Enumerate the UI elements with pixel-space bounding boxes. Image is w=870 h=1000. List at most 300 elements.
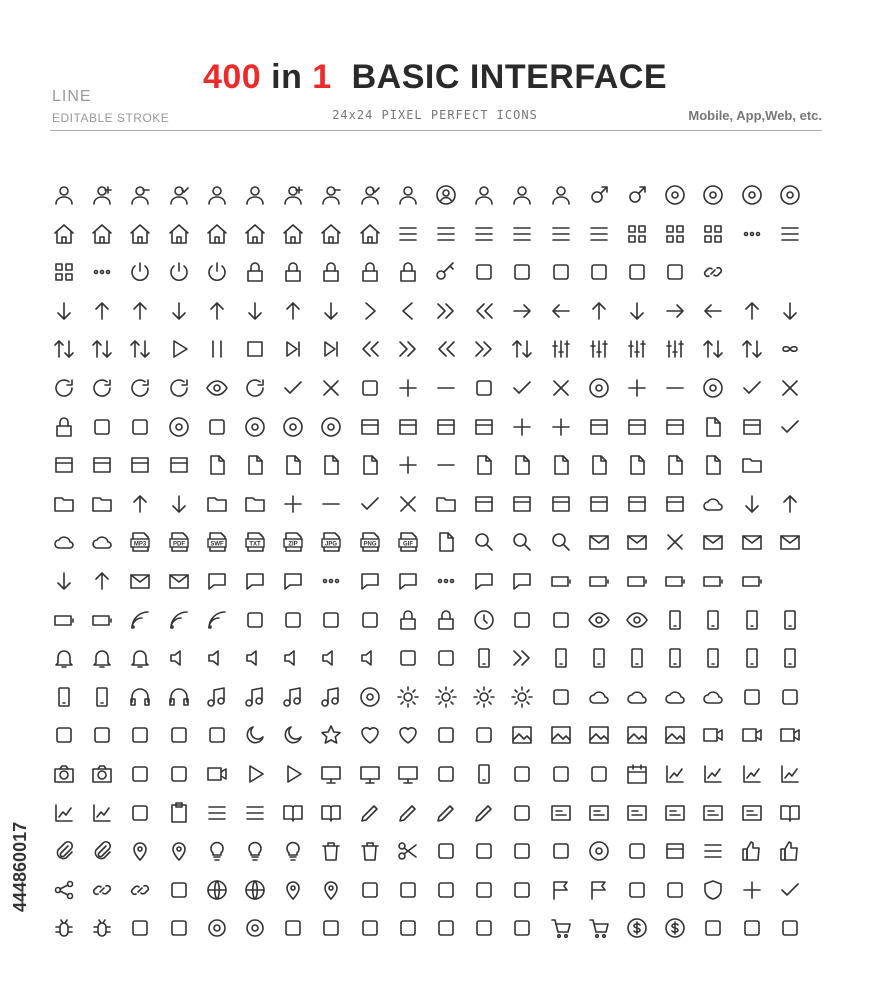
music-note-icon — [243, 685, 267, 709]
lightning-icon — [90, 723, 114, 747]
crop-icon — [434, 839, 458, 863]
thumbs-up-icon — [740, 839, 764, 863]
info-icon — [128, 415, 152, 439]
eye-off-icon — [625, 608, 649, 632]
collapse-icon — [549, 260, 573, 284]
alarm-icon — [472, 608, 496, 632]
wifi-icon — [167, 608, 191, 632]
squares-icon — [740, 415, 764, 439]
folder-stack-icon — [90, 492, 114, 516]
copy-layers-icon — [663, 415, 687, 439]
radio-off-icon — [663, 183, 687, 207]
award-icon — [740, 801, 764, 825]
door-icon — [319, 916, 343, 940]
ruler-icon — [510, 801, 534, 825]
storm-icon — [52, 723, 76, 747]
pen-icon — [358, 801, 382, 825]
circle-left-icon — [701, 299, 725, 323]
folder-doc-icon — [434, 492, 458, 516]
square-dot-icon — [778, 183, 802, 207]
check-circle-icon — [510, 376, 534, 400]
chart-wave-icon — [740, 762, 764, 786]
mail-open-icon — [701, 530, 725, 554]
cloud-download-icon — [740, 492, 764, 516]
chip-icon — [396, 916, 420, 940]
circles-icon — [281, 415, 305, 439]
camera-alt-icon — [90, 762, 114, 786]
flag-icon — [549, 878, 573, 902]
call-icon — [472, 646, 496, 670]
circles-stack-icon — [319, 415, 343, 439]
feather-icon — [434, 801, 458, 825]
database-icon — [52, 453, 76, 477]
mail-envelope-icon — [740, 530, 764, 554]
cursor-arrow-icon — [472, 878, 496, 902]
compass-icon — [205, 878, 229, 902]
save-alt-icon — [663, 492, 687, 516]
target-icon — [740, 183, 764, 207]
in-label: in — [271, 58, 303, 96]
shop-icon — [510, 916, 534, 940]
phone-ring-icon — [778, 608, 802, 632]
gear-outline-icon — [243, 916, 267, 940]
link-icon — [90, 878, 114, 902]
divide-icon — [358, 376, 382, 400]
rss-icon — [205, 608, 229, 632]
svg-text:GIF: GIF — [402, 541, 413, 548]
shield-icon — [701, 878, 725, 902]
home-open-icon — [358, 222, 382, 246]
globe-icon — [243, 878, 267, 902]
image-file-icon — [701, 453, 725, 477]
external-link-icon — [701, 260, 725, 284]
half-moon-icon — [243, 723, 267, 747]
search-icon — [472, 530, 496, 554]
jpg-icon — [319, 530, 343, 554]
file-move-icon — [319, 453, 343, 477]
male-icon — [587, 183, 611, 207]
comment-icon — [205, 569, 229, 593]
film-icon — [701, 723, 725, 747]
infinity-icon — [778, 337, 802, 361]
card-icon — [625, 801, 649, 825]
move-icon — [663, 260, 687, 284]
pie-chart-icon — [52, 801, 76, 825]
platforms-label: Mobile, App,Web, etc. — [688, 108, 822, 123]
folder-check-icon — [358, 492, 382, 516]
lotus-icon — [434, 723, 458, 747]
upload-tray-icon — [128, 299, 152, 323]
battery-full-icon — [52, 608, 76, 632]
grid-four-icon — [625, 222, 649, 246]
stock-id: 444860017 — [10, 821, 30, 912]
home-rect-icon — [243, 222, 267, 246]
sun-outline-icon — [472, 685, 496, 709]
header-divider — [50, 130, 822, 131]
subtitle: 24x24 PIXEL PERFECT ICONS — [332, 108, 538, 122]
book-icon — [319, 801, 343, 825]
dots-grid-icon — [52, 260, 76, 284]
list-bullets-icon — [778, 222, 802, 246]
menu-circle-icon — [434, 222, 458, 246]
alert-circle-icon — [167, 415, 191, 439]
bell-off-icon — [128, 646, 152, 670]
inbox-box-icon — [472, 415, 496, 439]
circles-venn-icon — [587, 839, 611, 863]
fullscreen-icon — [472, 260, 496, 284]
block-icon — [52, 415, 76, 439]
magnet-icon — [663, 878, 687, 902]
shield-check-icon — [778, 878, 802, 902]
circle-up-icon — [740, 299, 764, 323]
minus-icon — [434, 376, 458, 400]
loading-icon — [243, 376, 267, 400]
file-search-icon — [434, 530, 458, 554]
volume-high-icon — [358, 646, 382, 670]
drop-icon — [205, 723, 229, 747]
download-tray-icon — [167, 299, 191, 323]
hourglass-icon — [510, 608, 534, 632]
folder-close-icon — [396, 492, 420, 516]
controls-icon — [663, 337, 687, 361]
chart-line-icon — [701, 762, 725, 786]
help-icon — [90, 415, 114, 439]
close-circle-icon — [549, 376, 573, 400]
rewind-icon — [358, 337, 382, 361]
fast-forward-icon — [472, 337, 496, 361]
svg-text:ZIP: ZIP — [288, 541, 298, 548]
save-icon — [625, 492, 649, 516]
file-copy-icon — [243, 453, 267, 477]
road-icon — [625, 878, 649, 902]
equals-circle-icon — [701, 376, 725, 400]
padlock-icon — [396, 260, 420, 284]
focus-icon — [510, 260, 534, 284]
chat-pair-icon — [510, 569, 534, 593]
gamepad-icon — [510, 762, 534, 786]
picture-icon — [549, 723, 573, 747]
battery-mid-icon — [740, 569, 764, 593]
bookmark-icon — [778, 801, 802, 825]
expand-icon — [587, 260, 611, 284]
rain-icon — [740, 685, 764, 709]
user-ok-icon — [358, 183, 382, 207]
battery-charging-icon — [625, 569, 649, 593]
arrow-left-icon — [549, 299, 573, 323]
share-icon — [52, 878, 76, 902]
user-icon — [52, 183, 76, 207]
next-icon — [281, 337, 305, 361]
rectangle-icon — [358, 415, 382, 439]
idea-icon — [243, 839, 267, 863]
swap-icon — [90, 337, 114, 361]
arrow-right-icon — [510, 299, 534, 323]
unlock-icon — [319, 260, 343, 284]
camera-icon — [52, 762, 76, 786]
folder-down-icon — [205, 492, 229, 516]
presentation-icon — [128, 801, 152, 825]
volume-mute-icon — [167, 646, 191, 670]
document-lines-icon — [587, 453, 611, 477]
checklist-icon — [472, 222, 496, 246]
file-icon — [358, 453, 382, 477]
user-minus-icon — [319, 183, 343, 207]
wrench-icon — [167, 916, 191, 940]
power-outline-icon — [167, 260, 191, 284]
partly-cloudy-icon — [701, 685, 725, 709]
double-left-icon — [472, 299, 496, 323]
male-cross-icon — [625, 183, 649, 207]
antenna-icon — [319, 608, 343, 632]
download-line-icon — [319, 299, 343, 323]
headphones-off-icon — [90, 685, 114, 709]
mail-upload-icon — [90, 569, 114, 593]
edit-icon — [396, 801, 420, 825]
download-icon — [243, 299, 267, 323]
moon-icon — [281, 723, 305, 747]
magic-wand-icon — [510, 839, 534, 863]
leaf-icon — [472, 723, 496, 747]
font-icon — [549, 608, 573, 632]
call-forward-icon — [510, 646, 534, 670]
lock-alt-icon — [281, 260, 305, 284]
return-icon — [740, 337, 764, 361]
calendar-icon — [625, 762, 649, 786]
user-remove-icon — [128, 183, 152, 207]
folder-up-icon — [243, 492, 267, 516]
eraser-icon — [472, 801, 496, 825]
document-triple-icon — [663, 453, 687, 477]
money-icon — [663, 916, 687, 940]
phone-off-icon — [701, 608, 725, 632]
svg-text:MP3: MP3 — [134, 541, 147, 548]
bar-chart-icon — [778, 762, 802, 786]
reel-icon — [778, 723, 802, 747]
image-icon — [510, 723, 534, 747]
cloud-shape-icon — [587, 685, 611, 709]
user-outline-icon — [243, 183, 267, 207]
cassette-icon — [434, 762, 458, 786]
call-off-icon — [587, 646, 611, 670]
contrast-icon — [549, 685, 573, 709]
zip-icon — [281, 530, 305, 554]
heart-pulse-icon — [396, 723, 420, 747]
music-disc-icon — [205, 685, 229, 709]
folders-icon — [52, 492, 76, 516]
filmstrip-icon — [740, 723, 764, 747]
microphone-off-icon — [778, 646, 802, 670]
home-outline-icon — [167, 222, 191, 246]
folder-remove-icon — [319, 492, 343, 516]
svg-text:SWF: SWF — [210, 541, 224, 548]
clipboard-check-icon — [778, 415, 802, 439]
rotate-icon — [90, 376, 114, 400]
home-icon — [52, 222, 76, 246]
battery-off-icon — [587, 569, 611, 593]
volume-low-icon — [281, 646, 305, 670]
cloud-upload-icon — [778, 492, 802, 516]
microphone-wave-icon — [701, 646, 725, 670]
users-icon — [472, 183, 496, 207]
circle-icon — [243, 415, 267, 439]
dots-vertical-icon — [740, 222, 764, 246]
swf-icon — [205, 530, 229, 554]
send-icon — [434, 878, 458, 902]
headset-icon — [128, 685, 152, 709]
snowflake-icon — [128, 723, 152, 747]
close-icon — [319, 376, 343, 400]
check-round-icon — [740, 376, 764, 400]
fast-rewind-icon — [434, 337, 458, 361]
vibrate-icon — [740, 608, 764, 632]
umbrella-icon — [167, 723, 191, 747]
style-label: LINE — [52, 88, 92, 105]
drizzle-icon — [778, 685, 802, 709]
zoom-in-icon — [510, 530, 534, 554]
video-icon — [205, 762, 229, 786]
copy-stack-icon — [625, 415, 649, 439]
home-circle-icon — [128, 222, 152, 246]
user-share-icon — [396, 183, 420, 207]
pause-icon — [205, 337, 229, 361]
add-square-icon — [510, 415, 534, 439]
previous-icon — [319, 337, 343, 361]
sun-bright-icon — [510, 685, 534, 709]
podcast-icon — [281, 608, 305, 632]
chat-ellipse-dots-icon — [434, 569, 458, 593]
mail-import-icon — [167, 569, 191, 593]
txt-icon — [243, 530, 267, 554]
chat-multi-icon — [358, 569, 382, 593]
circle-right-icon — [663, 299, 687, 323]
repeat-one-icon — [128, 376, 152, 400]
mail-share-icon — [128, 569, 152, 593]
power-alt-icon — [205, 260, 229, 284]
files-icon — [205, 453, 229, 477]
music-double-icon — [319, 685, 343, 709]
user-circle-icon — [434, 183, 458, 207]
shield-plus-icon — [740, 878, 764, 902]
projector-icon — [167, 762, 191, 786]
gif-icon — [396, 530, 420, 554]
cloudy-icon — [663, 685, 687, 709]
svg-text:PDF: PDF — [172, 541, 185, 548]
sort-icon — [52, 337, 76, 361]
more-circle-icon — [90, 260, 114, 284]
svg-text:PNG: PNG — [363, 541, 377, 548]
refresh-icon — [52, 376, 76, 400]
arrow-down-left-icon — [52, 299, 76, 323]
collection-name: BASIC INTERFACE — [351, 58, 668, 96]
shrink-icon — [625, 260, 649, 284]
forward-icon — [396, 337, 420, 361]
pin-icon — [128, 839, 152, 863]
waveform-icon — [396, 646, 420, 670]
bell-outline-icon — [90, 646, 114, 670]
home-round-icon — [281, 222, 305, 246]
grid-nine-icon — [663, 222, 687, 246]
mail-read-icon — [778, 530, 802, 554]
headset-mic-icon — [167, 685, 191, 709]
chat-ellipse-icon — [396, 569, 420, 593]
power-icon — [128, 260, 152, 284]
copy-icon — [587, 415, 611, 439]
sun-icon — [434, 685, 458, 709]
list-add-icon — [510, 222, 534, 246]
plug-icon — [128, 916, 152, 940]
microphone-icon — [663, 646, 687, 670]
push-pin-icon — [167, 839, 191, 863]
one-label: 1 — [312, 58, 332, 96]
bug-alt-icon — [90, 916, 114, 940]
layers-alt-icon — [167, 453, 191, 477]
document-copy-icon — [701, 415, 725, 439]
trash-alt-icon — [358, 839, 382, 863]
location-area-icon — [319, 878, 343, 902]
plus-circle-icon — [625, 376, 649, 400]
clipboard-icon — [167, 801, 191, 825]
equalizer-icon — [549, 337, 573, 361]
mp3-icon — [128, 530, 152, 554]
scissors-icon — [396, 839, 420, 863]
webcam-icon — [128, 762, 152, 786]
attachment-icon — [90, 839, 114, 863]
calculator-icon — [549, 762, 573, 786]
bell-icon — [52, 646, 76, 670]
layout-icon — [663, 839, 687, 863]
flashlight-icon — [281, 839, 305, 863]
cloud-down-icon — [90, 530, 114, 554]
rect-layers-icon — [434, 415, 458, 439]
zoom-out-icon — [549, 530, 573, 554]
switch-icon — [128, 337, 152, 361]
arrow-up-right-box-icon — [90, 299, 114, 323]
brush-icon — [472, 839, 496, 863]
count-label: 400 — [202, 58, 262, 96]
home-arch-icon — [319, 222, 343, 246]
chevron-left-icon — [396, 299, 420, 323]
eye-icon — [587, 608, 611, 632]
call-ring-icon — [625, 646, 649, 670]
dollar-icon — [625, 916, 649, 940]
file-transfer-icon — [281, 453, 305, 477]
card-lines-icon — [663, 801, 687, 825]
group-icon — [510, 183, 534, 207]
layout-rows-icon — [701, 839, 725, 863]
microphone-tool-icon — [472, 762, 496, 786]
chat-bubbles-icon — [281, 569, 305, 593]
user-add-icon — [90, 183, 114, 207]
file-add-icon — [396, 453, 420, 477]
landscape-icon — [587, 723, 611, 747]
double-right-icon — [434, 299, 458, 323]
sync-icon — [167, 376, 191, 400]
user-back-icon — [205, 183, 229, 207]
mixer-icon — [625, 337, 649, 361]
star-icon — [319, 723, 343, 747]
clipboard-list-icon — [205, 801, 229, 825]
volume-off-icon — [243, 646, 267, 670]
tablet-icon — [396, 762, 420, 786]
signal-icon — [128, 608, 152, 632]
folder-icon — [740, 453, 764, 477]
upload-line-icon — [281, 299, 305, 323]
arrow-up-icon — [587, 299, 611, 323]
bug-icon — [52, 916, 76, 940]
unlock-alt-icon — [358, 260, 382, 284]
trending-up-icon — [663, 762, 687, 786]
dot-icon — [358, 685, 382, 709]
